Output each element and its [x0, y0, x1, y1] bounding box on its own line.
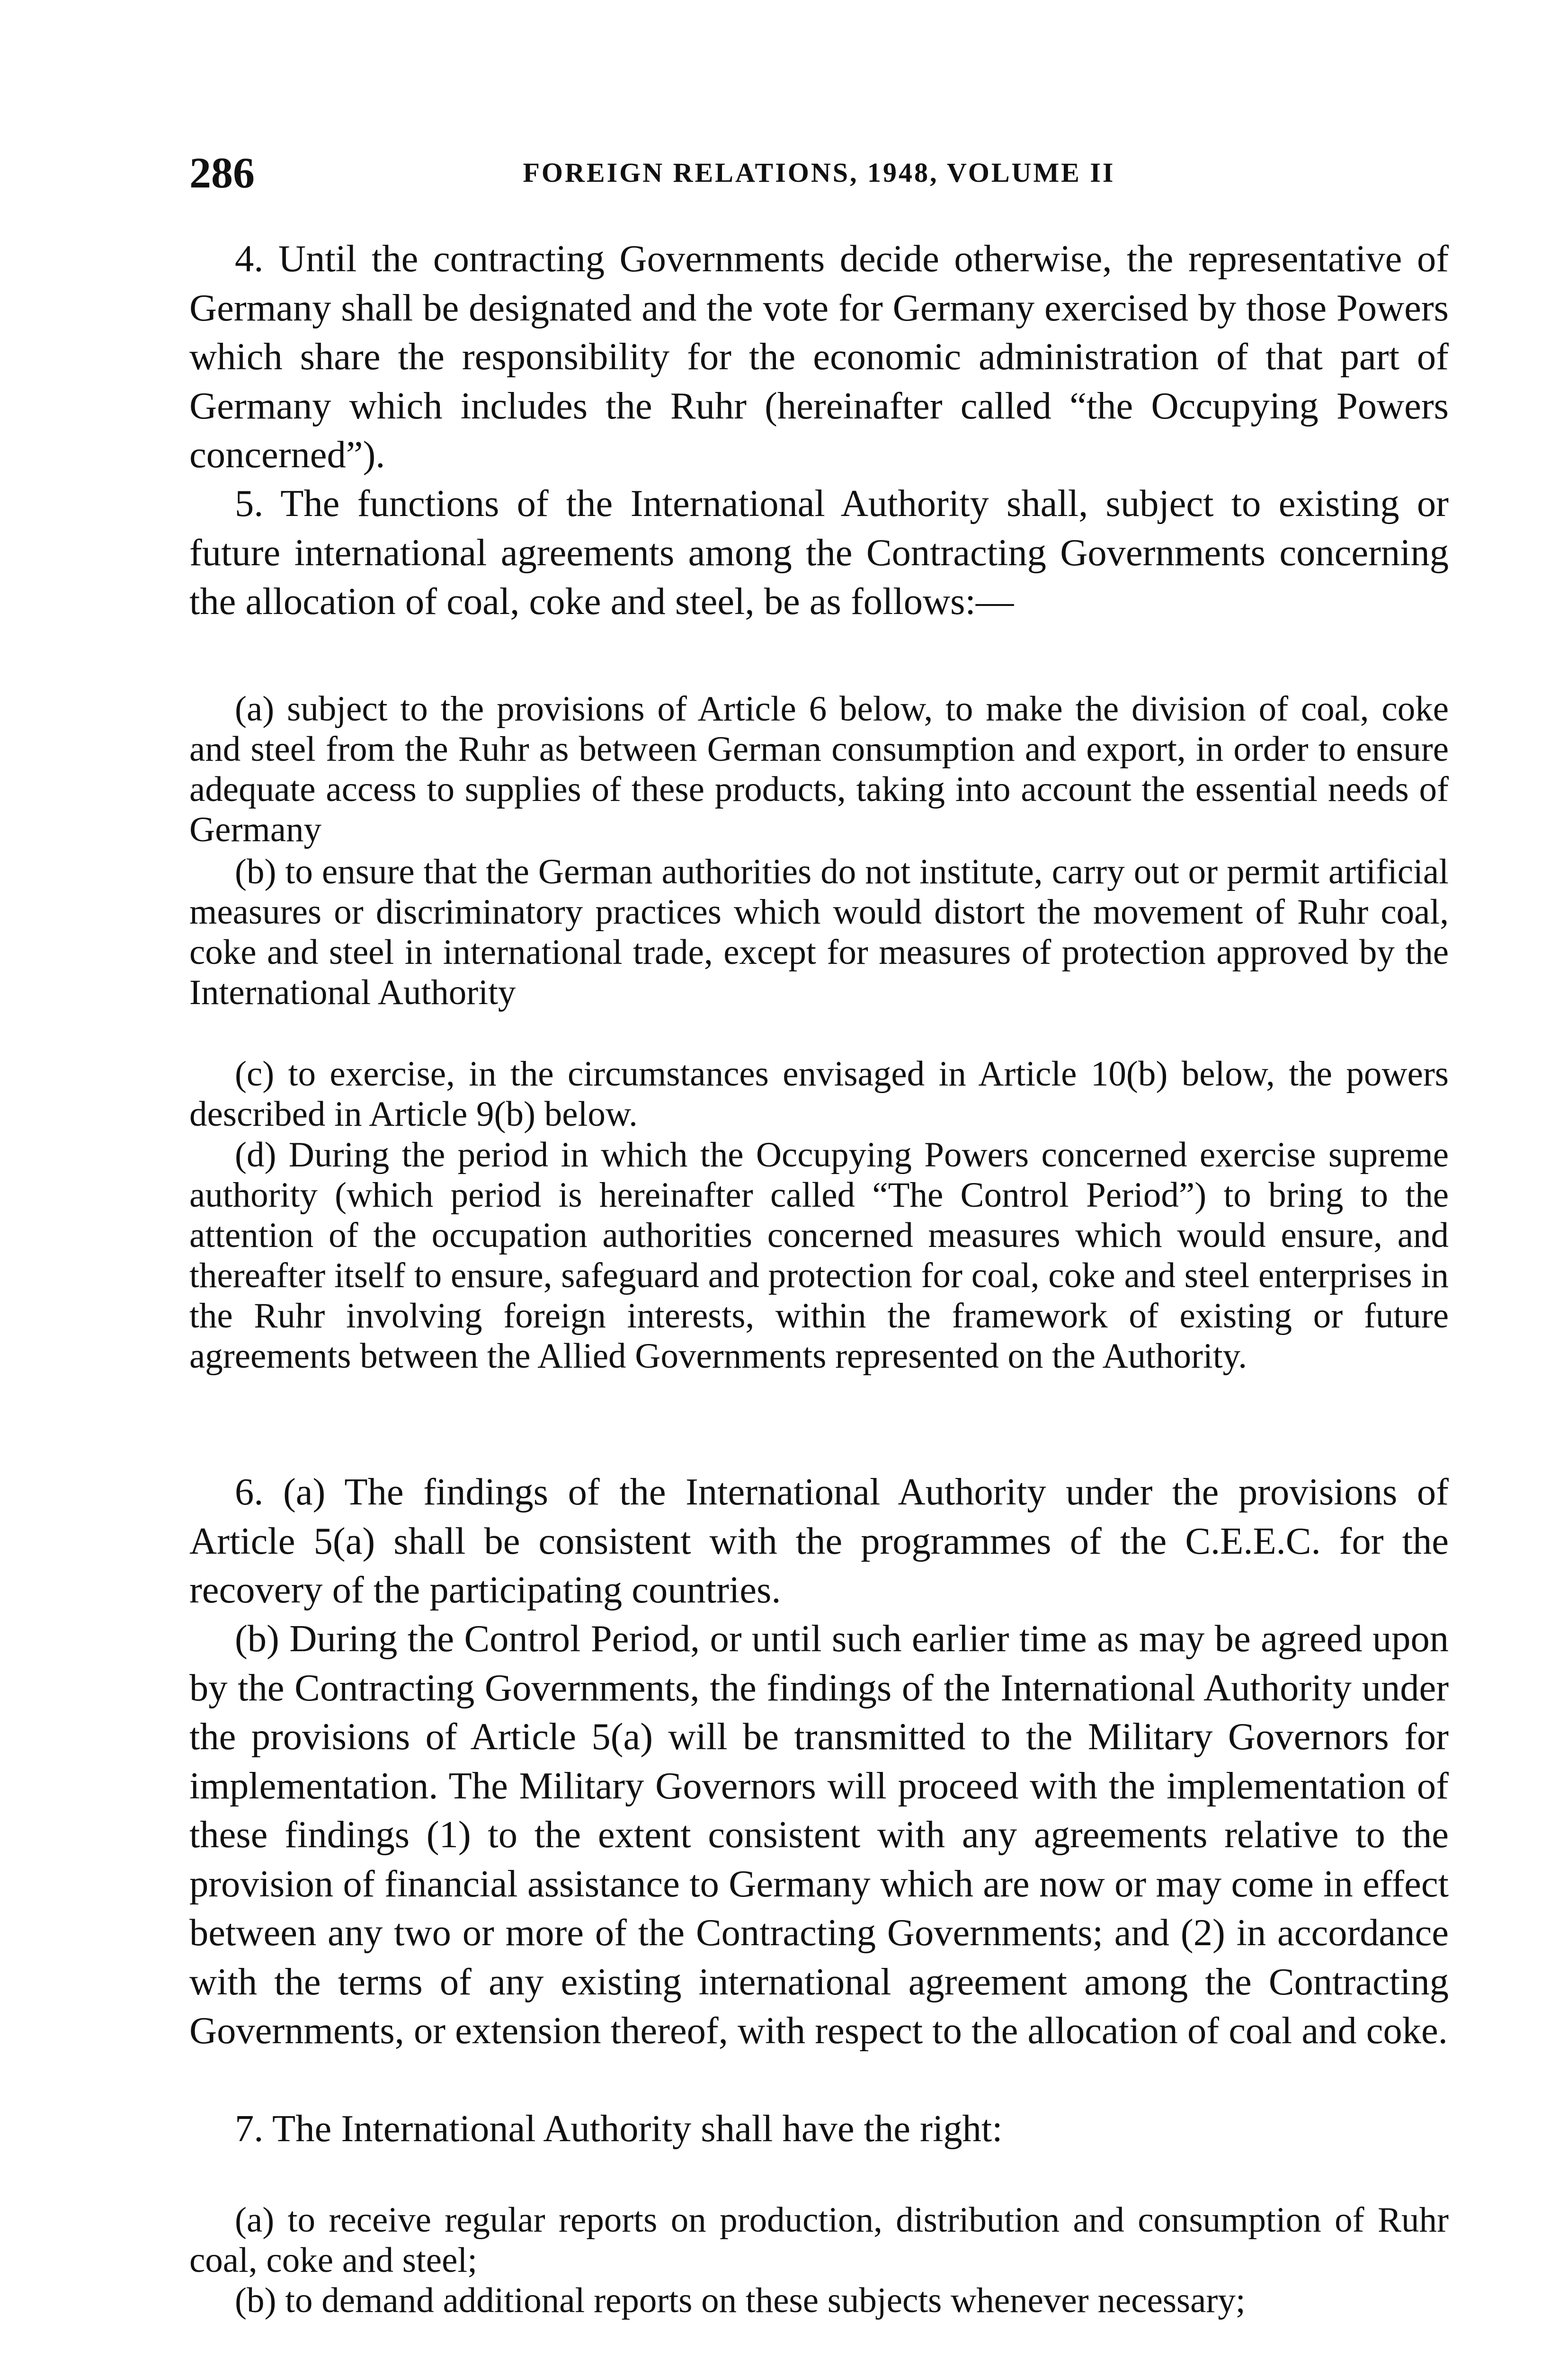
paragraph-article-4: 4. Until the contracting Governments decide otherwise, the representative of Germany shall be designated and the vote for Germany exercised by those Powers which share the responsibility for the economic administration of that part of Germany which includes the Ruhr (hereinafter called “the Occupying Powers concerned”).	[189, 238, 1449, 476]
paragraph-article-5: 5. The functions of the International Authority shall, subject to existing or future international agreements among the Contracting Governments concerning the allocation of coal, coke and steel, be as follows:—	[189, 482, 1449, 623]
subparagraph-7a: (a) to receive regular reports on production, distribution and consumption of Ruhr coal, coke and steel;	[189, 2200, 1449, 2280]
subparagraph-5a: (a) subject to the provisions of Article 6 below, to make the division of coal, coke and steel from the Ruhr as between German consumption and export, in order to ensure adequate access to supplies of these products, taking into account the essential needs of Germany	[189, 689, 1449, 849]
subparagraph-5b: (b) to ensure that the German authorities do not institute, carry out or permit artificial measures or discriminatory practices which would distort the movement of Ruhr coal, coke and steel in international trade, except for measures of protection approved by the International Authority	[189, 852, 1449, 1012]
paragraph-article-6a: 6. (a) The findings of the International Authority under the provisions of Article 5(a) shall be consistent with the programmes of the C.E.E.C. for the recovery of the participating countries.	[189, 1471, 1449, 1611]
subparagraph-5c: (c) to exercise, in the circumstances envisaged in Article 10(b) below, the powers described in Article 9(b) below.	[189, 1054, 1449, 1134]
page-number: 286	[189, 149, 255, 197]
subparagraph-5d: (d) During the period in which the Occupying Powers concerned exercise supreme authority (which period is hereinafter called “The Control Period”) to bring to the attention of the occupation authorities concerned measures which would ensure, and thereafter itself to ensure, safeguard and protection for coal, coke and steel enterprises in the Ruhr involving foreign interests, within the framework of existing or future agreements between the Allied Governments represented on the Authority.	[189, 1135, 1449, 1376]
paragraph-article-6b: (b) During the Control Period, or until such earlier time as may be agreed upon by the Contracting Governments, the findings of the International Authority under the provisions of Article 5(a) will be transmitted to the Military Governors for implementation. The Military Governors will proceed with the implementation of these findings (1) to the extent consistent with any agreements relative to the provision of financial assistance to Germany which are now or may come in effect between any two or more of the Contracting Governments; and (2) in accordance with the terms of any existing international agreement among the Contracting Governments, or extension thereof, with respect to the allocation of coal and coke.	[189, 1618, 1449, 2052]
subparagraph-7b: (b) to demand additional reports on these subjects whenever necessary;	[235, 2281, 1246, 2320]
running-head: FOREIGN RELATIONS, 1948, VOLUME II	[523, 157, 1115, 188]
paragraph-article-7: 7. The International Authority shall have the right:	[235, 2108, 1003, 2150]
page-header	[189, 144, 1449, 201]
